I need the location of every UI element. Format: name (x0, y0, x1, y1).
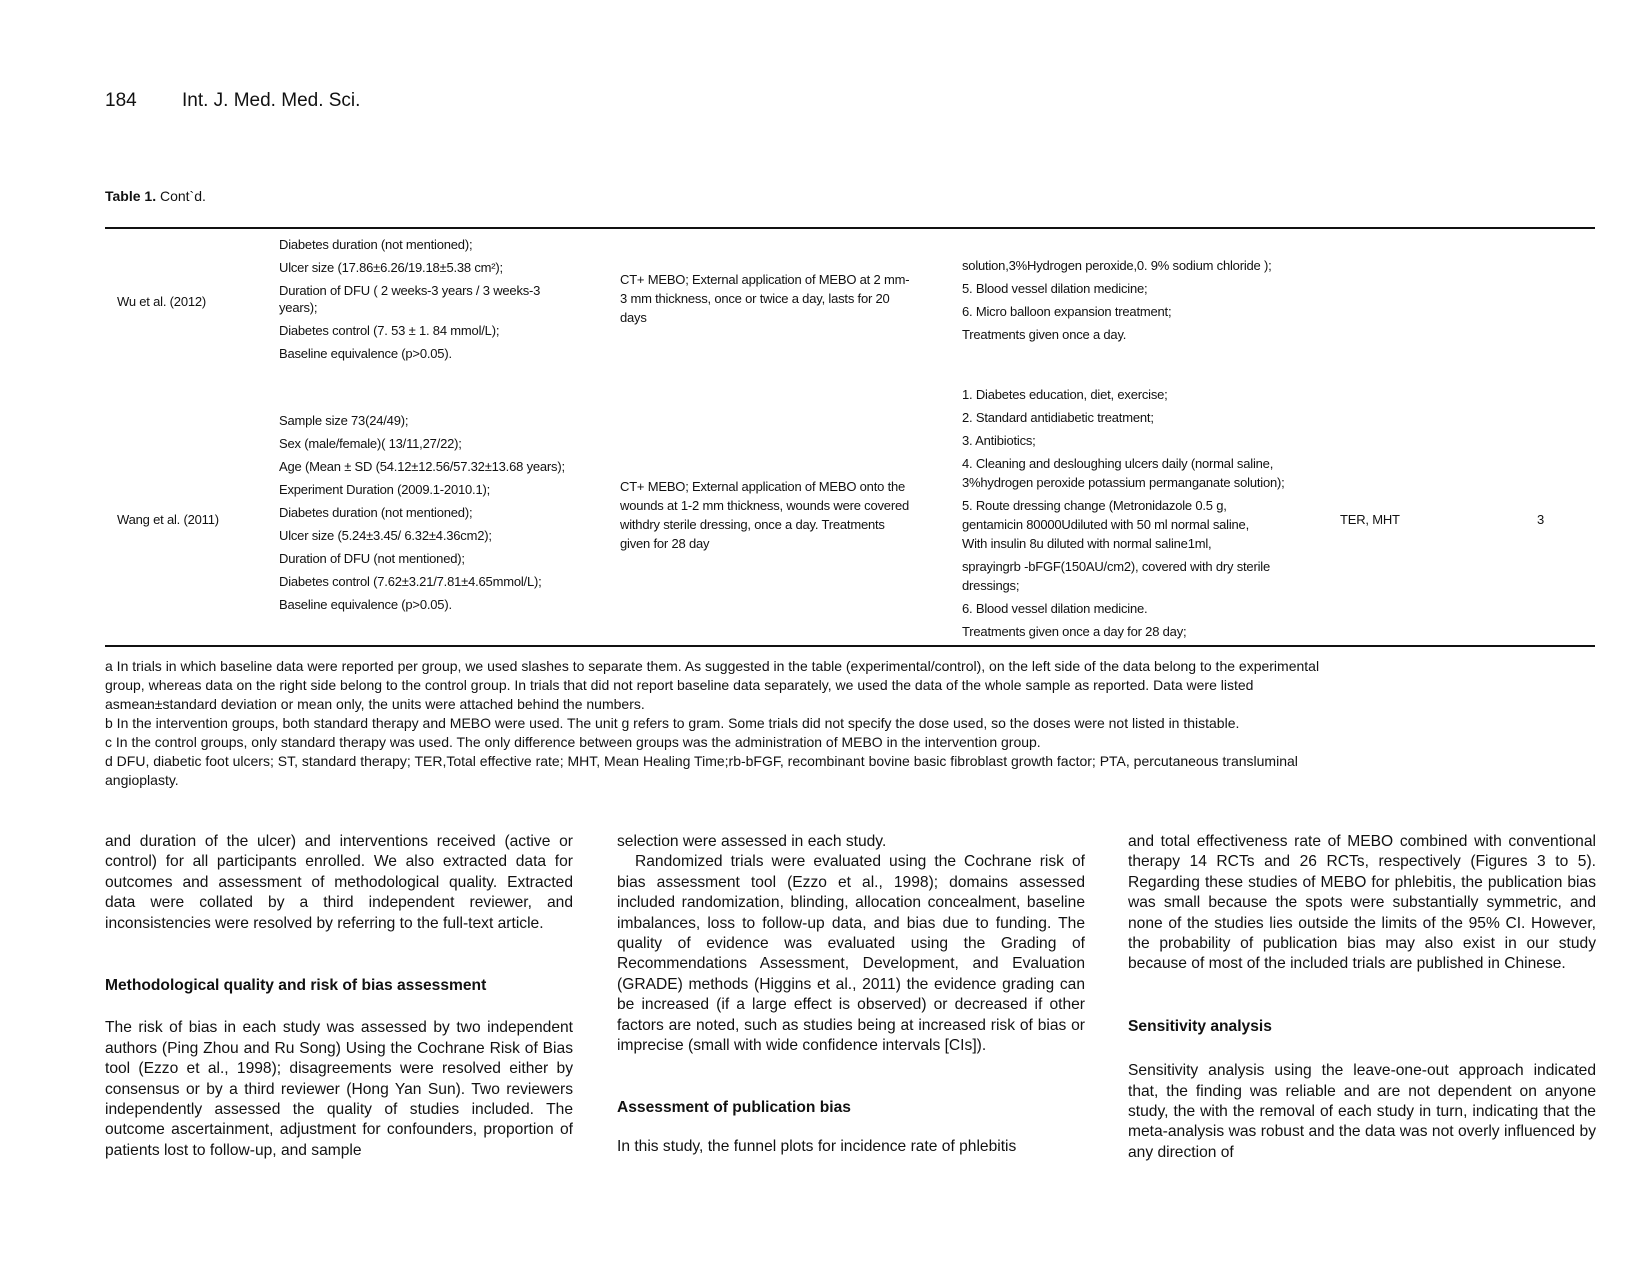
table-cell-line: Baseline equivalence (p>0.05). (279, 597, 452, 612)
table-cell-line: Sex (male/female)( 13/11,27/22); (279, 436, 462, 451)
table-cell-line: Experiment Duration (2009.1-2010.1); (279, 482, 491, 497)
table-cell-line: gentamicin 80000Udiluted with 50 ml normal saline, (962, 517, 1249, 532)
section-heading: Sensitivity analysis (1128, 1017, 1272, 1035)
table-cell-line: Sample size 73(24/49); (279, 413, 409, 428)
table-cell-study: Wu et al. (2012) (117, 294, 207, 309)
table-cell-outcomes: TER, MHT (1340, 512, 1400, 527)
table-cell-line: Treatments given once a day for 28 day; (962, 624, 1187, 639)
footnote-line: group, whereas data on the right side belong to the control group. In trials that did not report baseline data separately, we used the data of the whole sample as reported. Data were listed (105, 677, 1254, 693)
table-cell-intervention (620, 477, 909, 553)
section-heading: Methodological quality and risk of bias assessment (105, 977, 487, 995)
body-paragraph: Sensitivity analysis using the leave-one-out approach indicated that, the finding was reliable and are not dependent on anyone study, the with the removal of each study in turn, indicating that the meta-analysis was robust and the data was not overly influenced by any direction of (1128, 1062, 1596, 1161)
table-caption-text: Cont`d. (156, 188, 206, 204)
body-column-3 (1128, 832, 1596, 1163)
body-column-1 (105, 832, 573, 1161)
table-cell-line: 4. Cleaning and desloughing ulcers daily (normal saline, (962, 456, 1274, 471)
table-cell-line: Baseline equivalence (p>0.05). (279, 346, 452, 361)
table-cell-line: solution,3%Hydrogen peroxide,0. 9% sodium chloride ); (962, 258, 1272, 273)
body-paragraph: and total effectiveness rate of MEBO combined with conventional therapy 14 RCTs and 26 RCTs, respectively (Figures 3 to 5). Regarding these studies of MEBO for phlebitis, the publication bias was small because the spots were substantially symmetric, and none of the studies lies outside the limits of the 95% CI. However, the probability of publication bias may also exist in our study because of most of the included trials are published in Chinese. (1128, 833, 1596, 973)
body-paragraph: selection were assessed in each study. (617, 833, 887, 850)
table-cell-line: Treatments given once a day. (962, 327, 1127, 342)
table-cell-intervention (620, 270, 909, 327)
table-cell-line: With insulin 8u diluted with normal saline1ml, (962, 536, 1212, 551)
table-cell-line: Duration of DFU (not mentioned); (279, 551, 465, 566)
table-cell-line: Ulcer size (17.86±6.26/19.18±5.38 cm²); (279, 260, 503, 275)
table-caption-label: Table 1. (105, 188, 157, 204)
table-cell-line: CT+ MEBO; External application of MEBO onto the (620, 479, 906, 494)
table-cell-line: CT+ MEBO; External application of MEBO at 2 mm- (620, 272, 910, 287)
table-cell-line: Diabetes control (7.62±3.21/7.81±4.65mmol/L); (279, 574, 542, 589)
table-cell-line: Diabetes control (7. 53 ± 1. 84 mmol/L); (279, 323, 500, 338)
table-top-rule (105, 227, 1595, 229)
table-cell-line: withdry sterile dressing, once a day. Treatments (620, 517, 885, 532)
footnote-line: asmean±standard deviation or mean only, the units were attached behind the numbers. (105, 696, 645, 712)
body-column-2 (617, 832, 1085, 1157)
footnote-line: c In the control groups, only standard therapy was used. The only difference between groups was the administration of MEBO in the intervention group. (105, 734, 1041, 750)
table-caption (105, 188, 206, 204)
table-cell-study: Wang et al. (2011) (117, 512, 219, 527)
table-cell-line: sprayingrb -bFGF(150AU/cm2), covered with dry sterile (962, 559, 1271, 574)
body-paragraph: The risk of bias in each study was assessed by two independent authors (Ping Zhou and Ru Song) Using the Cochrane Risk of Bias tool (Ezzo et al., 1998); disagreements were resolved either by consensus or by a third reviewer (Hong Yan Sun). Two reviewers independently assessed the quality of studies included. The outcome ascertainment, adjustment for confounders, proportion of patients lost to follow-up, and sample (105, 1019, 573, 1159)
table-cell-line: Duration of DFU ( 2 weeks-3 years / 3 weeks-3 (279, 283, 541, 298)
table-cell-line: 3. Antibiotics; (962, 433, 1036, 448)
footnote-line: b In the intervention groups, both standard therapy and MEBO were used. The unit g refers to gram. Some trials did not specify the dose used, so the doses were not listed in thistable. (105, 715, 1240, 731)
table-cell-line: dressings; (962, 578, 1020, 593)
table-cell-line: Ulcer size (5.24±3.45/ 6.32±4.36cm2); (279, 528, 492, 543)
footnote-line: a In trials in which baseline data were reported per group, we used slashes to separate them. As suggested in the table (experimental/control), on the left side of the data belong to the experimental (105, 658, 1320, 674)
table-bottom-rule (105, 645, 1595, 647)
table-cell-line: wounds at 1-2 mm thickness, wounds were covered (620, 498, 910, 513)
table-cell-baseline (279, 409, 565, 616)
table-cell-line: Diabetes duration (not mentioned); (279, 237, 473, 252)
running-header (105, 90, 360, 112)
table-cell-line: given for 28 day (620, 536, 710, 551)
table-cell-line: 6. Micro balloon expansion treatment; (962, 304, 1172, 319)
table-cell-line: days (620, 310, 647, 325)
table-cell-line: 5. Route dressing change (Metronidazole 0.5 g, (962, 498, 1227, 513)
table-cell-baseline (279, 233, 540, 365)
table-cell-control (962, 383, 1285, 643)
body-paragraph: Randomized trials were evaluated using the Cochrane risk of bias assessment tool (Ezzo et al., 1998); domains assessed included randomization, blinding, allocation concealment, baseline imbalances, loss to follow-up data, and bias due to funding. The quality of evidence was evaluated using the Grading of Recommendations Assessment, Development, and Evaluation (GRADE) methods (Higgins et al., 2011) the evidence grading can be increased (if a large effect is observed) or decreased if other factors are noted, such as studies being at increased risk of bias or imprecise (small with wide confidence intervals [CIs]). (617, 853, 1085, 1055)
table-cell-line: Diabetes duration (not mentioned); (279, 505, 473, 520)
page-number: 184 (105, 90, 137, 111)
table-cell-line: 1. Diabetes education, diet, exercise; (962, 387, 1168, 402)
table-cell-line: years); (279, 300, 318, 315)
table-cell-line: 3 mm thickness, once or twice a day, lasts for 20 (620, 291, 890, 306)
table-cell-control (962, 254, 1272, 346)
table-cell-line: Age (Mean ± SD (54.12±12.56/57.32±13.68 years); (279, 459, 565, 474)
body-paragraph: and duration of the ulcer) and interventions received (active or control) for all participants enrolled. We also extracted data for outcomes and assessment of methodological quality. Extracted data were collated by a third independent reviewer, and inconsistencies were resolved by referring to the full-text article. (105, 833, 573, 932)
body-paragraph: In this study, the funnel plots for incidence rate of phlebitis (617, 1137, 1017, 1155)
section-heading: Assessment of publication bias (617, 1099, 851, 1117)
footnote-line: angioplasty. (105, 772, 179, 788)
table-footnotes (105, 657, 1595, 790)
table-cell-score: 3 (1537, 512, 1545, 527)
table-cell-line: 6. Blood vessel dilation medicine. (962, 601, 1148, 616)
table-cell-line: 2. Standard antidiabetic treatment; (962, 410, 1154, 425)
table-cell-line: 5. Blood vessel dilation medicine; (962, 281, 1148, 296)
footnote-line: d DFU, diabetic foot ulcers; ST, standard therapy; TER,Total effective rate; MHT, Mean Healing Time;rb-bFGF, recombinant bovine basic fibroblast growth factor; PTA, percutaneous transluminal (105, 753, 1298, 769)
table-cell-line: 3%hydrogen peroxide potassium permanganate solution); (962, 475, 1285, 490)
journal-title: Int. J. Med. Med. Sci. (181, 90, 361, 111)
